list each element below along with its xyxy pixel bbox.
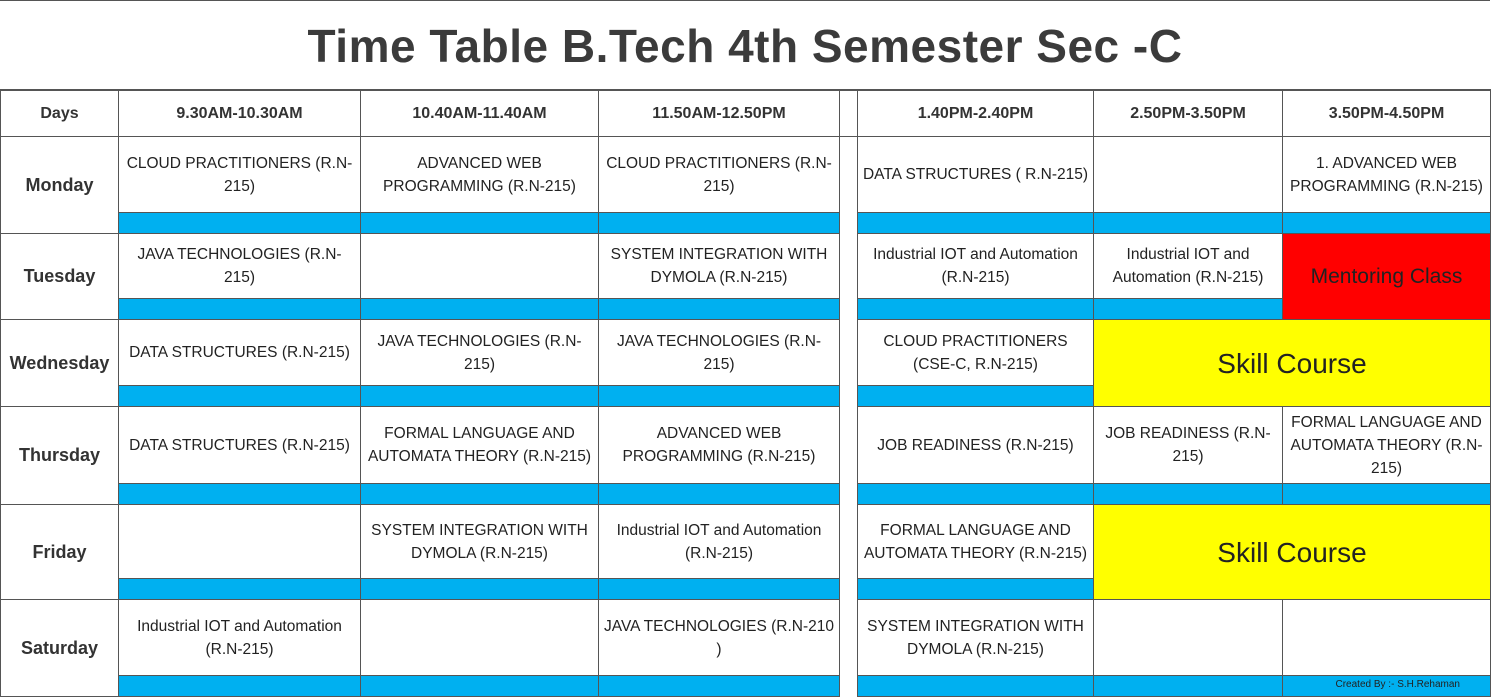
cell-thursday-s5: JOB READINESS (R.N-215): [1094, 407, 1283, 484]
row-tuesday: [1, 234, 1491, 299]
page-title: Time Table B.Tech 4th Semester Sec -C: [0, 0, 1490, 91]
header-slot-4: 1.40PM-2.40PM: [858, 90, 1094, 137]
cell-tuesday-s1: JAVA TECHNOLOGIES (R.N-215): [119, 234, 361, 299]
cell-thursday-s3: ADVANCED WEB PROGRAMMING (R.N-215): [599, 407, 840, 484]
bar: [858, 386, 1094, 407]
row-friday: [1, 505, 1491, 579]
bar: [599, 213, 840, 234]
credit-text: Created By :- S.H.Rehaman: [1335, 679, 1460, 690]
cell-friday-s2: SYSTEM INTEGRATION WITH DYMOLA (R.N-215): [361, 505, 599, 579]
day-saturday: Saturday: [1, 600, 119, 697]
row-thursday: [1, 407, 1491, 484]
cell-friday-skill-course: Skill Course: [1094, 505, 1491, 600]
cell-friday-s4: FORMAL LANGUAGE AND AUTOMATA THEORY (R.N-215): [858, 505, 1094, 579]
bar: [599, 386, 840, 407]
gap-monday: [840, 137, 858, 234]
bar: [1283, 484, 1491, 505]
cell-tuesday-s6-mentoring: Mentoring Class: [1283, 234, 1491, 320]
cell-thursday-s1: DATA STRUCTURES (R.N-215): [119, 407, 361, 484]
day-monday: Monday: [1, 137, 119, 234]
bar: [1094, 676, 1283, 697]
bar: [599, 484, 840, 505]
bar: [1283, 213, 1491, 234]
cell-tuesday-s4: Industrial IOT and Automation (R.N-215): [858, 234, 1094, 299]
cell-monday-s3: CLOUD PRACTITIONERS (R.N-215): [599, 137, 840, 213]
break-bar-tuesday: [1, 299, 1491, 320]
bar: [858, 299, 1094, 320]
bar: [361, 213, 599, 234]
bar: [599, 579, 840, 600]
timetable-grid: [0, 89, 1491, 697]
cell-saturday-s1: Industrial IOT and Automation (R.N-215): [119, 600, 361, 676]
bar: [1094, 484, 1283, 505]
cell-friday-s3: Industrial IOT and Automation (R.N-215): [599, 505, 840, 579]
cell-wednesday-skill-course: Skill Course: [1094, 320, 1491, 407]
row-wednesday: [1, 320, 1491, 386]
header-slot-3: 11.50AM-12.50PM: [599, 90, 840, 137]
bar: [361, 676, 599, 697]
bar: [858, 213, 1094, 234]
gap-thursday: [840, 407, 858, 505]
cell-friday-s1: [119, 505, 361, 579]
header-row: [1, 90, 1491, 137]
row-monday: [1, 137, 1491, 213]
bar: [1094, 213, 1283, 234]
cell-thursday-s4: JOB READINESS (R.N-215): [858, 407, 1094, 484]
bar: [119, 676, 361, 697]
lunch-gap: [840, 90, 858, 137]
cell-thursday-s6: FORMAL LANGUAGE AND AUTOMATA THEORY (R.N-215): [1283, 407, 1491, 484]
bar: [361, 299, 599, 320]
break-bar-saturday: [1, 676, 1491, 697]
day-wednesday: Wednesday: [1, 320, 119, 407]
cell-saturday-s6: [1283, 600, 1491, 676]
cell-monday-s2: ADVANCED WEB PROGRAMMING (R.N-215): [361, 137, 599, 213]
break-bar-thursday: [1, 484, 1491, 505]
bar: [119, 213, 361, 234]
header-days: Days: [1, 90, 119, 137]
cell-thursday-s2: FORMAL LANGUAGE AND AUTOMATA THEORY (R.N-215): [361, 407, 599, 484]
header-slot-2: 10.40AM-11.40AM: [361, 90, 599, 137]
bar: [1283, 676, 1491, 697]
header-slot-1: 9.30AM-10.30AM: [119, 90, 361, 137]
cell-saturday-s2: [361, 600, 599, 676]
cell-saturday-s5: [1094, 600, 1283, 676]
day-tuesday: Tuesday: [1, 234, 119, 320]
cell-tuesday-s3: SYSTEM INTEGRATION WITH DYMOLA (R.N-215): [599, 234, 840, 299]
header-slot-6: 3.50PM-4.50PM: [1283, 90, 1491, 137]
gap-friday: [840, 505, 858, 600]
cell-monday-s5: [1094, 137, 1283, 213]
bar: [361, 386, 599, 407]
cell-tuesday-s2: [361, 234, 599, 299]
cell-saturday-s3: JAVA TECHNOLOGIES (R.N-210 ): [599, 600, 840, 676]
cell-saturday-s4: SYSTEM INTEGRATION WITH DYMOLA (R.N-215): [858, 600, 1094, 676]
row-saturday: [1, 600, 1491, 676]
gap-saturday: [840, 600, 858, 697]
cell-tuesday-s5: Industrial IOT and Automation (R.N-215): [1094, 234, 1283, 299]
bar: [599, 299, 840, 320]
cell-monday-s1: CLOUD PRACTITIONERS (R.N-215): [119, 137, 361, 213]
bar: [361, 579, 599, 600]
cell-monday-s6: 1. ADVANCED WEB PROGRAMMING (R.N-215): [1283, 137, 1491, 213]
day-friday: Friday: [1, 505, 119, 600]
bar: [119, 386, 361, 407]
bar: [858, 484, 1094, 505]
bar: [858, 676, 1094, 697]
gap-tuesday: [840, 234, 858, 320]
cell-wednesday-s1: DATA STRUCTURES (R.N-215): [119, 320, 361, 386]
header-slot-5: 2.50PM-3.50PM: [1094, 90, 1283, 137]
bar: [361, 484, 599, 505]
bar: [119, 579, 361, 600]
bar: [119, 484, 361, 505]
cell-wednesday-s2: JAVA TECHNOLOGIES (R.N-215): [361, 320, 599, 386]
bar: [1094, 299, 1283, 320]
bar: [858, 579, 1094, 600]
cell-wednesday-s4: CLOUD PRACTITIONERS (CSE-C, R.N-215): [858, 320, 1094, 386]
cell-wednesday-s3: JAVA TECHNOLOGIES (R.N-215): [599, 320, 840, 386]
cell-monday-s4: DATA STRUCTURES ( R.N-215): [858, 137, 1094, 213]
day-thursday: Thursday: [1, 407, 119, 505]
break-bar-monday: [1, 213, 1491, 234]
gap-wednesday: [840, 320, 858, 407]
bar: [119, 299, 361, 320]
bar: [599, 676, 840, 697]
